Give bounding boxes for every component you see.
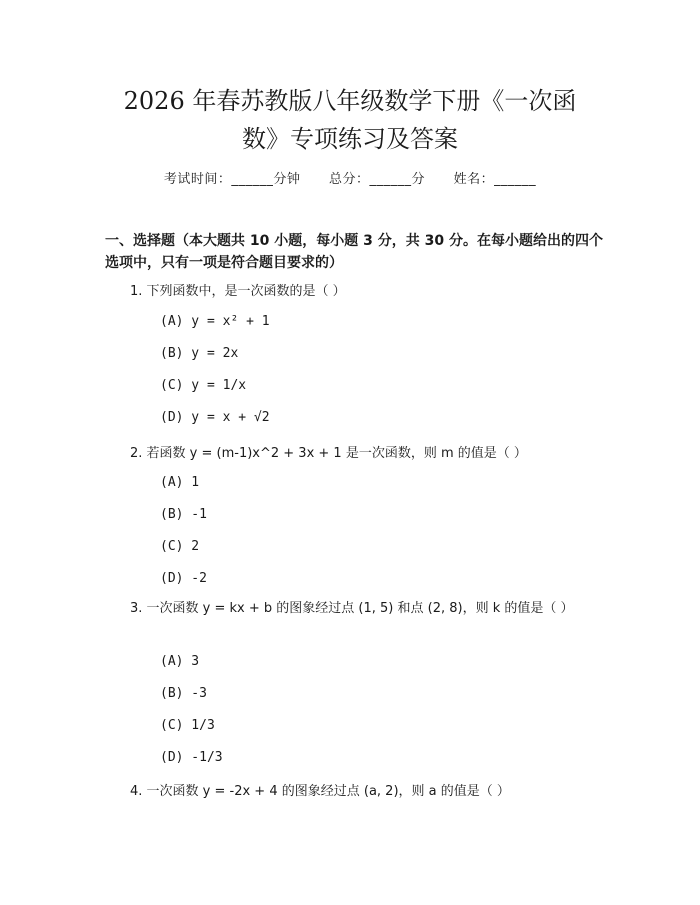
page-title-line-2: 数》专项练习及答案: [242, 125, 458, 153]
question-1-option-d: (D) y = x + √2: [160, 410, 270, 425]
question-3-option-d: (D) -1/3: [160, 750, 223, 765]
question-2-option-b: (B) -1: [160, 507, 207, 522]
question-2-option-c: (C) 2: [160, 539, 200, 554]
student-name-field: 姓名：______: [453, 172, 537, 187]
exam-meta: [0, 168, 700, 187]
question-3-stem: 3. 一次函数 y = kx + b 的图象经过点 (1, 5) 和点 (2, 8)，则 k 的值是（ ）: [130, 601, 574, 616]
section-heading: 一、选择题（本大题共 10 小题，每小题 3 分，共 30 分。在每小题给出的四个选项中，只有一项是符合题目要求的）: [105, 233, 603, 271]
question-1-option-c: (C) y = 1/x: [160, 378, 247, 393]
question-2-option-a: (A) 1: [160, 475, 200, 490]
question-2-stem: 2. 若函数 y = (m-1)x^2 + 3x + 1 是一次函数，则 m 的值是（ ）: [130, 446, 527, 461]
question-3-option-a: (A) 3: [160, 654, 200, 669]
question-3-option-b: (B) -3: [160, 686, 207, 701]
question-1-stem: 1. 下列函数中，是一次函数的是（ ）: [130, 284, 346, 299]
question-1-option-b: (B) y = 2x: [160, 346, 239, 361]
page-title-line-1: 2026 年春苏教版八年级数学下册《一次函: [123, 87, 577, 115]
total-score-field: 总分：______分: [328, 172, 425, 187]
exam-time-field: 考试时间：______分钟: [163, 172, 301, 187]
question-2-option-d: (D) -2: [160, 571, 207, 586]
question-1-option-a: (A) y = x² + 1: [160, 314, 270, 329]
question-3-option-c: (C) 1/3: [160, 718, 215, 733]
question-4-stem: 4. 一次函数 y = -2x + 4 的图象经过点 (a, 2)，则 a 的值是（ ）: [130, 784, 510, 799]
